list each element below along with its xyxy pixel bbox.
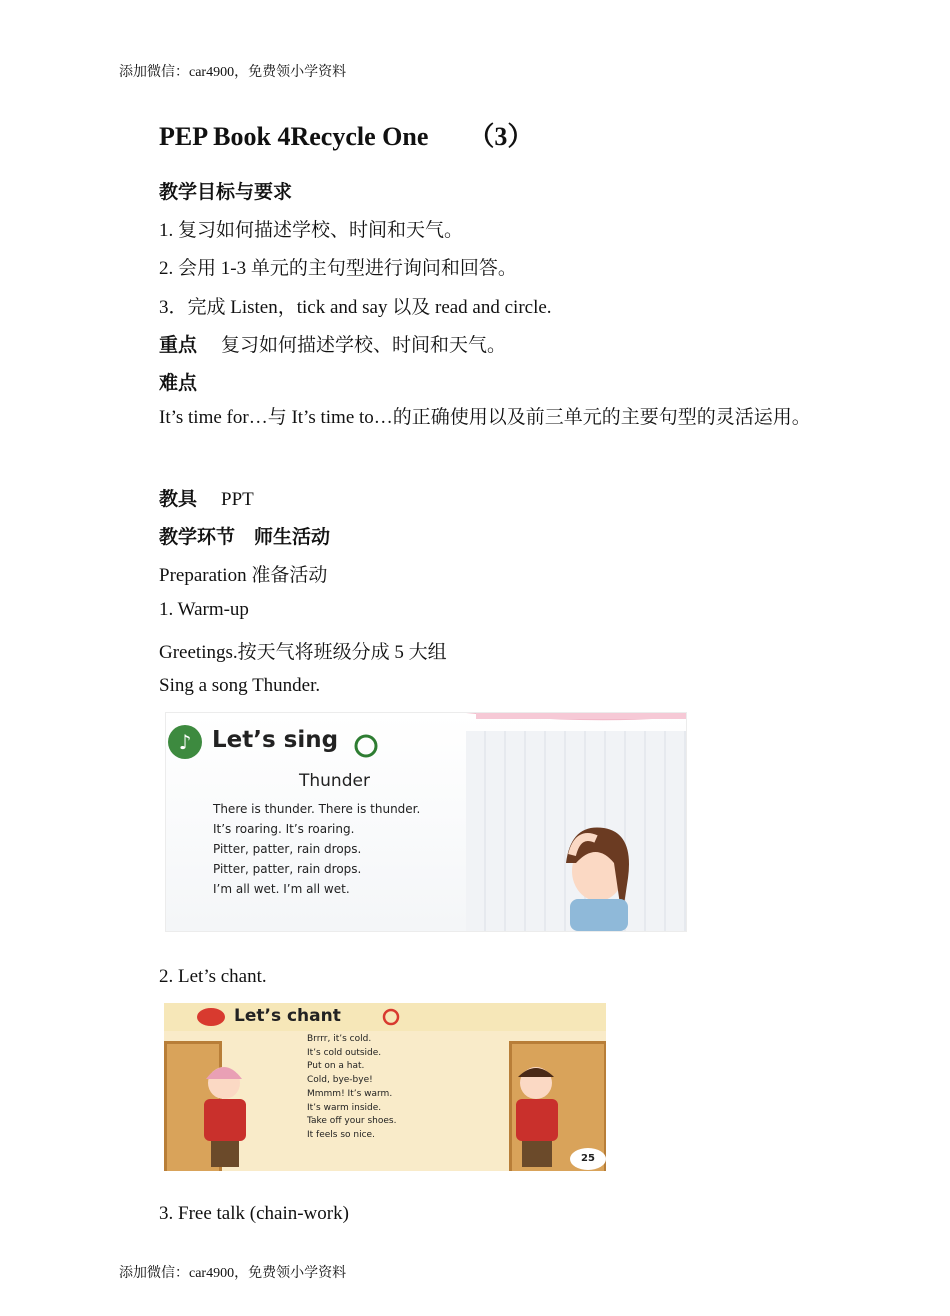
chant-line: Take off your shoes.	[307, 1116, 397, 1127]
song-lyrics	[213, 799, 420, 899]
key-label: 重点	[159, 335, 198, 356]
page-header: 添加微信：car4900，免费领小学资料	[119, 65, 347, 80]
chant-line: Cold, bye-bye!	[307, 1075, 373, 1086]
key-text: 复习如何描述学校、时间和天气。	[221, 335, 507, 356]
chant-line: Brrrr, it’s cold.	[307, 1034, 372, 1044]
sing-a-song: Sing a song Thunder.	[159, 675, 321, 696]
song-heading: Let’s sing	[212, 727, 339, 753]
procedure-heading: 教学环节 师生活动	[159, 527, 331, 548]
free-talk: 3. Free talk (chain-work)	[159, 1203, 349, 1224]
chant-line: It feels so nice.	[307, 1129, 375, 1140]
page-footer: 添加微信：car4900，免费领小学资料	[119, 1266, 347, 1281]
greetings: Greetings.按天气将班级分成 5 大组	[159, 642, 447, 663]
chant-line: It’s cold outside.	[307, 1047, 382, 1058]
objective-3: 3．完成 Listen，tick and say 以及 read and circle.	[159, 297, 552, 318]
warm-up: 1. Warm-up	[159, 599, 249, 620]
title-number: （3）	[468, 122, 534, 151]
tools-text: PPT	[221, 489, 254, 510]
teaching-tools	[159, 484, 254, 511]
difficulty-label: 难点	[159, 373, 198, 394]
preparation: Preparation 准备活动	[159, 565, 328, 586]
chant-lyrics	[307, 1033, 396, 1143]
chant-line: Put on a hat.	[307, 1061, 365, 1072]
song-title: Thunder	[299, 771, 370, 791]
song-line: I’m all wet. I’m all wet.	[213, 882, 350, 896]
objectives-heading: 教学目标与要求	[159, 182, 293, 203]
tools-label: 教具	[159, 489, 198, 510]
svg-text:♪: ♪	[178, 730, 192, 754]
key-point	[159, 330, 506, 357]
title-text: PEP Book 4Recycle One	[159, 122, 429, 151]
chant-illustration	[164, 1003, 606, 1171]
song-line: It’s roaring. It’s roaring.	[213, 822, 355, 836]
chant-heading: Let’s chant	[234, 1006, 341, 1026]
song-line: There is thunder. There is thunder.	[213, 802, 421, 816]
chant-item: 2. Let’s chant.	[159, 966, 267, 987]
page-title	[159, 116, 533, 153]
song-line: Pitter, patter, rain drops.	[213, 862, 362, 876]
girl-illustration	[566, 827, 629, 931]
objective-1: 1. 复习如何描述学校、时间和天气。	[159, 220, 464, 241]
chant-line: It’s warm inside.	[307, 1102, 382, 1113]
song-line: Pitter, patter, rain drops.	[213, 842, 362, 856]
chant-line: Mmmm! It’s warm.	[307, 1088, 393, 1099]
chant-page-number: 25	[581, 1153, 595, 1164]
objective-2: 2. 会用 1-3 单元的主句型进行询问和回答。	[159, 258, 517, 279]
child-cold-illustration	[204, 1067, 246, 1167]
child-warm-illustration	[516, 1067, 558, 1167]
difficulty-text: It’s time for…与 It’s time to…的正确使用以及前三单元的主要句型的灵活运用。	[159, 407, 811, 428]
song-illustration	[165, 712, 687, 932]
